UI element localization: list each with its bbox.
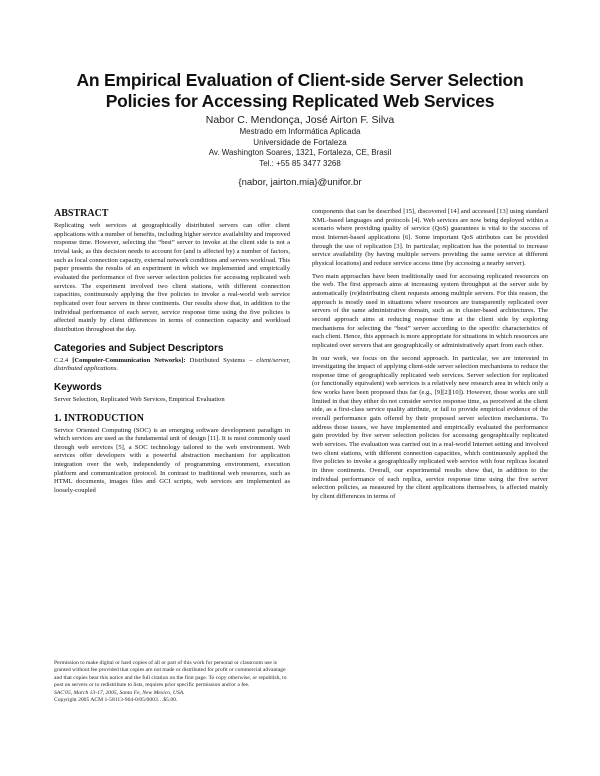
affiliation-address: Av. Washington Soares, 1321, Fortaleza, CE, Brasil <box>208 148 392 157</box>
permission-text: Permission to make digital or hard copies of all or part of this work for personal or classroom use is granted without fee provided that copies are not made or distributed for profit or commercial advantage and that copies bear this notice and the full citation on the first page. To copy otherwise, or republish, to post on servers or to redistribute to lists, requires prior specific permission and/or a fee. <box>54 660 287 689</box>
permission-venue: SAC'05, March 13-17, 2005, Santa Fe, New Mexico, USA. <box>54 689 185 696</box>
author-email: {nabor, jairton.mia}@unifor.br <box>238 177 362 188</box>
title-line-2: Policies for Accessing Replicated Web Services <box>105 91 495 111</box>
right-para-3: In our work, we focus on the second approach. In particular, we are interested in investigating the impact of applying client-side server selection mechanisms to reduce the response time of geographically replicated web services. Server selection for replicated (or functionally equivalent) web services is a relatively new research area in which only a few works have been proposed thus far (e.g., [9][2][10]). However, those works are still limited in that they either do not consider service response time, as perceived at the client side, as a first-class service quality attribute, or fail to provide empirical evidence of the overall performance gain offered by their proposed server selection mechanisms. To address those issues, we have implemented and empirically evaluated the performance gain provided by five server selection policies for accessing geographically replicated web services. The evaluation was carried out in a real-world Internet setting and involved two client stations, with different connection capacities, which continuously applied the five policies to invoke a geographically replicated web service with four replicas located in three continents. Overall, our experimental results show that, in addition to the individual performance of each replica, service response time using the five server selection policies, as measured by the client applications themselves, is affected mainly by client differences in terms of <box>312 354 548 500</box>
keywords-section <box>54 382 290 405</box>
permission-notice <box>54 660 290 704</box>
introduction-heading: 1. INTRODUCTION <box>54 412 145 424</box>
categories-heading: Categories and Subject Descriptors <box>54 342 224 354</box>
affiliation-university: Universidade de Fortaleza <box>253 137 347 147</box>
categories-section <box>54 343 290 374</box>
authors: Nabor C. Mendonça, José Airton F. Silva <box>205 114 395 126</box>
introduction-text: Service Oriented Computing (SOC) is an emerging software development paradigm in which services are used as the fundamental unit of design [11]. It is most commonly used through web services [5], a SOC technology tailored to the web environment. Web services offer developers with a powerful abstraction mechanism for application integration over the web, independently of programming environment, execution platform and communication protocol. In contrast to traditional web resources, such as HTML documents, images files and GCI scripts, web services are implemented as loosely-coupled <box>54 426 290 495</box>
right-para-2: Two main approaches have been traditionally used for accessing replicated resources on the web. The first approach aims at increasing system throughput at the server side by automatically (re)distributing client requests among multiple servers. For this reason, the approach is mostly used in situations where resources are transparently replicated over servers of the same administrative domain, such as in cluster-based architectures. The second approach aims at reducing response time at the client side by exploring mechanisms for selecting the “best” server according to the specific characteristics of each client. Hence, this approach is more appropriate for situations in which resources are replicated over servers that are geographically or administratively apart from each other. <box>312 272 548 349</box>
ccs-bold: [Computer-Communication Networks]: <box>72 356 186 364</box>
right-column <box>312 208 548 502</box>
paper-title <box>40 70 560 112</box>
ccs-tail: Distributed Systems <box>189 356 245 364</box>
keywords-text: Server Selection, Replicated Web Services, Empirical Evaluation <box>54 395 225 403</box>
affiliation-phone: Tel.: +55 85 3477 3268 <box>259 158 341 168</box>
title-line-1: An Empirical Evaluation of Client-side Server Selection <box>76 70 524 90</box>
keywords-heading: Keywords <box>54 381 102 393</box>
ccs-code: C.2.4 <box>54 356 69 364</box>
categories-descriptor <box>54 357 290 374</box>
right-para-1: components that can be described [15], discovered [14] and accessed [13] using standard XML-based languages and protocols [4]. Web services are now being deployed within a scenario where providing quality of service (QoS) guarantees is vital to the success of most Internet-based applications [6]. Some important QoS attributes can be provided through the use of replication [3]. In particular, replication has the potential to increase service availability (by having multiple servers providing the same service at different physical locations) and reduce service access time (by accessing a nearby server). <box>312 208 548 267</box>
left-column <box>54 208 290 496</box>
permission-copyright: Copyright 2005 ACM 1-58113-964-0/05/0003…$5.00. <box>54 697 178 704</box>
author-block <box>100 114 500 189</box>
affiliation-program: Mestrado em Informática Aplicada <box>239 127 361 136</box>
ccs-italic: – client/server, distributed applications. <box>54 356 291 373</box>
introduction-section <box>54 413 290 496</box>
abstract-text: Replicating web services at geographically distributed servers can offer client applications with a number of benefits, including higher service availability and improved response time. However, selecting the “best” server to invoke at the client side is not a trivial task, as this decision needs to account for (and is affected by) a number of factors, such as local connection capacity, external network conditions and servers workload. This paper presents the results of an experiment in which we implemented and empirically evaluated the performance of five server selection policies for accessing replicated web services. The experiment involved two client stations, with different connection capacities, continuously applying the five policies to invoke a real-world web service replicated over four servers in three continents. Our results show that, in addition to the individual performance of each server, service response time using the five policies is affected mainly by client differences in terms of connection capacity and workload distribution throughout the day. <box>54 222 290 333</box>
abstract-heading: ABSTRACT <box>54 208 109 219</box>
